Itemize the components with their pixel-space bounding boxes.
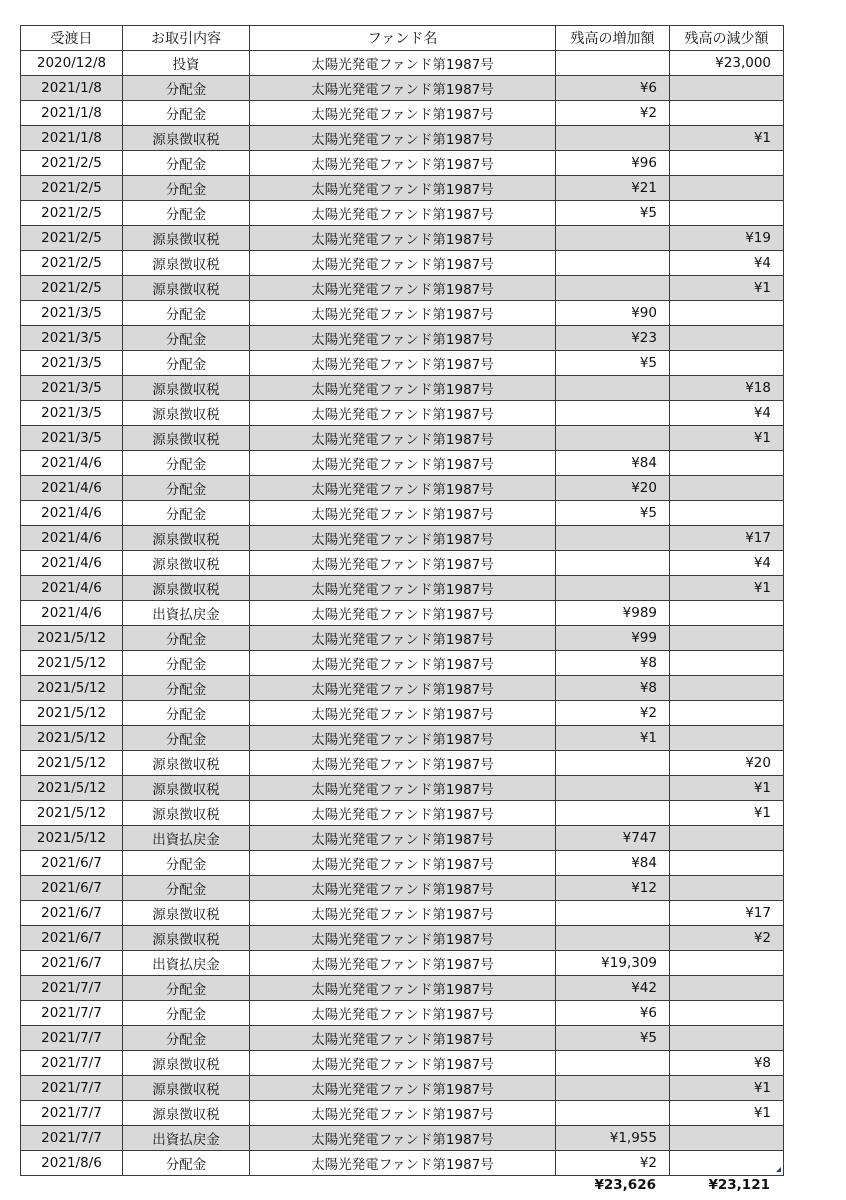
table-row	[21, 476, 784, 501]
cell-increase	[556, 1076, 670, 1101]
cell-date: 2021/7/7	[21, 1126, 123, 1151]
cell-date: 2021/5/12	[21, 801, 123, 826]
cell-decrease	[670, 601, 784, 626]
cell-increase	[556, 751, 670, 776]
cell-fund-name: 太陽光発電ファンド第1987号	[250, 576, 556, 601]
table-row	[21, 451, 784, 476]
cell-date: 2021/7/7	[21, 1026, 123, 1051]
cell-increase	[556, 776, 670, 801]
cell-fund-name: 太陽光発電ファンド第1987号	[250, 251, 556, 276]
cell-increase	[556, 551, 670, 576]
cell-increase	[556, 126, 670, 151]
cell-fund-name: 太陽光発電ファンド第1987号	[250, 801, 556, 826]
table-row	[21, 201, 784, 226]
cell-increase: ¥19,309	[556, 951, 670, 976]
cell-increase: ¥2	[556, 701, 670, 726]
cell-increase: ¥96	[556, 151, 670, 176]
cell-transaction-type: 源泉徴収税	[123, 1101, 250, 1126]
cell-increase: ¥1,955	[556, 1126, 670, 1151]
header-transaction-type: お取引内容	[123, 26, 250, 51]
cell-transaction-type: 分配金	[123, 651, 250, 676]
cell-date: 2021/4/6	[21, 476, 123, 501]
cell-date: 2021/2/5	[21, 226, 123, 251]
cell-transaction-type: 分配金	[123, 151, 250, 176]
table-row	[21, 801, 784, 826]
cell-transaction-type: 源泉徴収税	[123, 401, 250, 426]
cell-fund-name: 太陽光発電ファンド第1987号	[250, 376, 556, 401]
table-row	[21, 376, 784, 401]
cell-transaction-type: 分配金	[123, 501, 250, 526]
cell-decrease	[670, 326, 784, 351]
cell-increase	[556, 276, 670, 301]
cell-fund-name: 太陽光発電ファンド第1987号	[250, 676, 556, 701]
cell-increase	[556, 926, 670, 951]
cell-fund-name: 太陽光発電ファンド第1987号	[250, 51, 556, 76]
total-increase: ¥23,626	[594, 1177, 656, 1193]
total-decrease: ¥23,121	[708, 1177, 770, 1193]
cell-date: 2021/6/7	[21, 901, 123, 926]
cell-decrease: ¥4	[670, 551, 784, 576]
table-row	[21, 226, 784, 251]
cell-decrease: ¥1	[670, 276, 784, 301]
cell-increase: ¥5	[556, 201, 670, 226]
cell-decrease: ¥1	[670, 1101, 784, 1126]
cell-increase: ¥20	[556, 476, 670, 501]
table-row	[21, 1101, 784, 1126]
cell-transaction-type: 分配金	[123, 201, 250, 226]
cell-increase: ¥23	[556, 326, 670, 351]
cell-increase	[556, 1051, 670, 1076]
cell-transaction-type: 源泉徴収税	[123, 551, 250, 576]
cell-decrease: ¥4	[670, 251, 784, 276]
cell-decrease: ¥1	[670, 576, 784, 601]
cell-decrease	[670, 351, 784, 376]
cell-date: 2021/1/8	[21, 126, 123, 151]
cell-decrease	[670, 476, 784, 501]
cell-decrease	[670, 976, 784, 1001]
cell-transaction-type: 出資払戻金	[123, 601, 250, 626]
table-row	[21, 551, 784, 576]
cell-fund-name: 太陽光発電ファンド第1987号	[250, 76, 556, 101]
cell-fund-name: 太陽光発電ファンド第1987号	[250, 1126, 556, 1151]
cell-fund-name: 太陽光発電ファンド第1987号	[250, 276, 556, 301]
cell-fund-name: 太陽光発電ファンド第1987号	[250, 776, 556, 801]
cell-fund-name: 太陽光発電ファンド第1987号	[250, 1051, 556, 1076]
cell-decrease	[670, 501, 784, 526]
header-row	[21, 26, 784, 51]
cell-date: 2021/5/12	[21, 726, 123, 751]
cell-date: 2021/7/7	[21, 1076, 123, 1101]
cell-decrease	[670, 726, 784, 751]
cell-date: 2021/5/12	[21, 651, 123, 676]
table-row	[21, 601, 784, 626]
cell-increase: ¥2	[556, 1151, 670, 1176]
cell-decrease	[670, 951, 784, 976]
cell-increase: ¥5	[556, 501, 670, 526]
cell-increase: ¥84	[556, 451, 670, 476]
cell-transaction-type: 源泉徴収税	[123, 376, 250, 401]
table-row	[21, 876, 784, 901]
cell-fund-name: 太陽光発電ファンド第1987号	[250, 501, 556, 526]
cell-fund-name: 太陽光発電ファンド第1987号	[250, 926, 556, 951]
cell-date: 2021/3/5	[21, 301, 123, 326]
table-row	[21, 726, 784, 751]
table-row	[21, 951, 784, 976]
cell-fund-name: 太陽光発電ファンド第1987号	[250, 426, 556, 451]
cell-decrease: ¥17	[670, 901, 784, 926]
cell-date: 2021/7/7	[21, 1101, 123, 1126]
cell-decrease	[670, 826, 784, 851]
table-row	[21, 126, 784, 151]
cell-fund-name: 太陽光発電ファンド第1987号	[250, 826, 556, 851]
cell-transaction-type: 源泉徴収税	[123, 776, 250, 801]
cell-date: 2021/4/6	[21, 451, 123, 476]
cell-date: 2021/7/7	[21, 1001, 123, 1026]
cell-decrease: ¥19	[670, 226, 784, 251]
cell-transaction-type: 分配金	[123, 351, 250, 376]
cell-fund-name: 太陽光発電ファンド第1987号	[250, 451, 556, 476]
table-row	[21, 276, 784, 301]
cell-date: 2021/4/6	[21, 526, 123, 551]
cell-date: 2021/5/12	[21, 751, 123, 776]
table-row	[21, 626, 784, 651]
table-row	[21, 1126, 784, 1151]
header-fund-name: ファンド名	[250, 26, 556, 51]
cell-date: 2021/6/7	[21, 951, 123, 976]
cell-decrease: ¥17	[670, 526, 784, 551]
table-row	[21, 1151, 784, 1176]
header-balance-decrease: 残高の減少額	[670, 26, 784, 51]
table-row	[21, 151, 784, 176]
cell-increase: ¥90	[556, 301, 670, 326]
cell-fund-name: 太陽光発電ファンド第1987号	[250, 101, 556, 126]
cell-transaction-type: 分配金	[123, 326, 250, 351]
cell-fund-name: 太陽光発電ファンド第1987号	[250, 876, 556, 901]
cell-fund-name: 太陽光発電ファンド第1987号	[250, 751, 556, 776]
cell-increase: ¥1	[556, 726, 670, 751]
cell-date: 2021/2/5	[21, 201, 123, 226]
cell-decrease	[670, 626, 784, 651]
cell-fund-name: 太陽光発電ファンド第1987号	[250, 601, 556, 626]
cell-decrease: ¥4	[670, 401, 784, 426]
table-row	[21, 1026, 784, 1051]
cell-date: 2021/7/7	[21, 976, 123, 1001]
cell-decrease	[670, 451, 784, 476]
cell-date: 2021/3/5	[21, 376, 123, 401]
cell-decrease: ¥18	[670, 376, 784, 401]
cell-transaction-type: 分配金	[123, 626, 250, 651]
cell-fund-name: 太陽光発電ファンド第1987号	[250, 1151, 556, 1176]
cell-decrease	[670, 176, 784, 201]
cell-decrease	[670, 201, 784, 226]
table-row	[21, 76, 784, 101]
cell-increase	[556, 1101, 670, 1126]
table-row	[21, 326, 784, 351]
cell-fund-name: 太陽光発電ファンド第1987号	[250, 951, 556, 976]
cell-decrease	[670, 101, 784, 126]
cell-fund-name: 太陽光発電ファンド第1987号	[250, 1076, 556, 1101]
cell-fund-name: 太陽光発電ファンド第1987号	[250, 176, 556, 201]
cell-increase: ¥21	[556, 176, 670, 201]
cell-date: 2021/4/6	[21, 551, 123, 576]
cell-transaction-type: 出資払戻金	[123, 1126, 250, 1151]
table-row	[21, 526, 784, 551]
cell-transaction-type: 分配金	[123, 1001, 250, 1026]
cell-date: 2021/5/12	[21, 826, 123, 851]
table-row	[21, 701, 784, 726]
cell-increase: ¥2	[556, 101, 670, 126]
cell-decrease: ¥1	[670, 776, 784, 801]
table-row	[21, 426, 784, 451]
cell-decrease	[670, 1001, 784, 1026]
cell-decrease: ¥2	[670, 926, 784, 951]
cell-decrease: ¥1	[670, 1076, 784, 1101]
cell-transaction-type: 分配金	[123, 176, 250, 201]
table-row	[21, 51, 784, 76]
cell-date: 2021/4/6	[21, 501, 123, 526]
cell-transaction-type: 源泉徴収税	[123, 926, 250, 951]
cell-fund-name: 太陽光発電ファンド第1987号	[250, 1001, 556, 1026]
table-row	[21, 1076, 784, 1101]
cell-increase: ¥5	[556, 351, 670, 376]
cell-increase	[556, 426, 670, 451]
table-row	[21, 501, 784, 526]
cell-fund-name: 太陽光発電ファンド第1987号	[250, 151, 556, 176]
cell-decrease: ¥1	[670, 126, 784, 151]
cell-date: 2021/3/5	[21, 326, 123, 351]
cell-decrease	[670, 151, 784, 176]
totals-row	[0, 1177, 846, 1199]
cell-transaction-type: 分配金	[123, 701, 250, 726]
cell-fund-name: 太陽光発電ファンド第1987号	[250, 226, 556, 251]
cell-increase: ¥84	[556, 851, 670, 876]
cell-increase	[556, 801, 670, 826]
cell-transaction-type: 分配金	[123, 851, 250, 876]
cell-date: 2021/7/7	[21, 1051, 123, 1076]
cell-fund-name: 太陽光発電ファンド第1987号	[250, 551, 556, 576]
table-row	[21, 851, 784, 876]
table-row	[21, 101, 784, 126]
cell-fund-name: 太陽光発電ファンド第1987号	[250, 851, 556, 876]
cell-increase: ¥5	[556, 1026, 670, 1051]
table-row	[21, 776, 784, 801]
cell-decrease: ¥1	[670, 801, 784, 826]
cell-date: 2021/5/12	[21, 626, 123, 651]
cell-increase: ¥747	[556, 826, 670, 851]
cell-date: 2021/4/6	[21, 601, 123, 626]
table-row	[21, 1051, 784, 1076]
cell-decrease: ¥1	[670, 426, 784, 451]
table-row	[21, 1001, 784, 1026]
cell-decrease	[670, 701, 784, 726]
cell-increase	[556, 251, 670, 276]
cell-decrease: ¥23,000	[670, 51, 784, 76]
cell-increase: ¥8	[556, 651, 670, 676]
table-row	[21, 576, 784, 601]
cell-fund-name: 太陽光発電ファンド第1987号	[250, 326, 556, 351]
cell-transaction-type: 分配金	[123, 101, 250, 126]
cell-fund-name: 太陽光発電ファンド第1987号	[250, 401, 556, 426]
cell-transaction-type: 投資	[123, 51, 250, 76]
cell-decrease	[670, 1151, 784, 1176]
table-body	[21, 51, 784, 1176]
cell-transaction-type: 源泉徴収税	[123, 901, 250, 926]
cell-decrease	[670, 76, 784, 101]
table-row	[21, 251, 784, 276]
cell-decrease	[670, 676, 784, 701]
cell-transaction-type: 分配金	[123, 451, 250, 476]
cell-increase: ¥12	[556, 876, 670, 901]
cell-transaction-type: 分配金	[123, 1026, 250, 1051]
cell-transaction-type: 分配金	[123, 476, 250, 501]
cell-fund-name: 太陽光発電ファンド第1987号	[250, 626, 556, 651]
cell-fund-name: 太陽光発電ファンド第1987号	[250, 976, 556, 1001]
cell-date: 2021/1/8	[21, 101, 123, 126]
header-date: 受渡日	[21, 26, 123, 51]
table-row	[21, 401, 784, 426]
cell-decrease	[670, 1126, 784, 1151]
cell-date: 2021/6/7	[21, 851, 123, 876]
cell-increase: ¥989	[556, 601, 670, 626]
table-row	[21, 301, 784, 326]
cell-decrease: ¥20	[670, 751, 784, 776]
cell-transaction-type: 源泉徴収税	[123, 526, 250, 551]
cell-transaction-type: 源泉徴収税	[123, 251, 250, 276]
cell-fund-name: 太陽光発電ファンド第1987号	[250, 351, 556, 376]
table-header	[21, 26, 784, 51]
cell-date: 2021/2/5	[21, 151, 123, 176]
cell-fund-name: 太陽光発電ファンド第1987号	[250, 651, 556, 676]
transaction-table	[20, 25, 784, 1176]
table-row	[21, 976, 784, 1001]
cell-fund-name: 太陽光発電ファンド第1987号	[250, 1101, 556, 1126]
cell-date: 2021/5/12	[21, 701, 123, 726]
cell-increase: ¥8	[556, 676, 670, 701]
cell-fund-name: 太陽光発電ファンド第1987号	[250, 901, 556, 926]
cell-transaction-type: 源泉徴収税	[123, 226, 250, 251]
cell-decrease: ¥8	[670, 1051, 784, 1076]
cell-fund-name: 太陽光発電ファンド第1987号	[250, 526, 556, 551]
cell-date: 2021/2/5	[21, 276, 123, 301]
cell-increase	[556, 401, 670, 426]
table-row	[21, 926, 784, 951]
cell-increase	[556, 576, 670, 601]
table-row	[21, 751, 784, 776]
cell-transaction-type: 分配金	[123, 1151, 250, 1176]
cell-decrease	[670, 876, 784, 901]
cell-increase	[556, 226, 670, 251]
cell-date: 2021/6/7	[21, 926, 123, 951]
cell-decrease	[670, 651, 784, 676]
cell-transaction-type: 源泉徴収税	[123, 426, 250, 451]
cell-increase	[556, 526, 670, 551]
cell-fund-name: 太陽光発電ファンド第1987号	[250, 726, 556, 751]
table-row	[21, 676, 784, 701]
cell-corner-marker	[776, 1167, 781, 1172]
cell-date: 2021/2/5	[21, 251, 123, 276]
cell-transaction-type: 源泉徴収税	[123, 576, 250, 601]
cell-transaction-type: 分配金	[123, 676, 250, 701]
cell-transaction-type: 分配金	[123, 76, 250, 101]
cell-fund-name: 太陽光発電ファンド第1987号	[250, 701, 556, 726]
cell-date: 2021/5/12	[21, 776, 123, 801]
cell-increase: ¥6	[556, 76, 670, 101]
cell-transaction-type: 源泉徴収税	[123, 1076, 250, 1101]
table-row	[21, 351, 784, 376]
cell-date: 2021/1/8	[21, 76, 123, 101]
cell-transaction-type: 源泉徴収税	[123, 276, 250, 301]
cell-fund-name: 太陽光発電ファンド第1987号	[250, 1026, 556, 1051]
cell-date: 2021/6/7	[21, 876, 123, 901]
table-row	[21, 651, 784, 676]
cell-increase: ¥99	[556, 626, 670, 651]
cell-transaction-type: 源泉徴収税	[123, 1051, 250, 1076]
cell-increase	[556, 376, 670, 401]
cell-transaction-type: 分配金	[123, 876, 250, 901]
header-balance-increase: 残高の増加額	[556, 26, 670, 51]
cell-date: 2021/3/5	[21, 401, 123, 426]
cell-date: 2020/12/8	[21, 51, 123, 76]
table-row	[21, 901, 784, 926]
cell-decrease	[670, 851, 784, 876]
cell-fund-name: 太陽光発電ファンド第1987号	[250, 301, 556, 326]
cell-transaction-type: 源泉徴収税	[123, 751, 250, 776]
cell-date: 2021/4/6	[21, 576, 123, 601]
cell-increase: ¥6	[556, 1001, 670, 1026]
cell-transaction-type: 出資払戻金	[123, 951, 250, 976]
cell-transaction-type: 源泉徴収税	[123, 801, 250, 826]
cell-fund-name: 太陽光発電ファンド第1987号	[250, 126, 556, 151]
cell-transaction-type: 出資払戻金	[123, 826, 250, 851]
cell-transaction-type: 分配金	[123, 976, 250, 1001]
table-row	[21, 176, 784, 201]
cell-increase	[556, 901, 670, 926]
cell-transaction-type: 分配金	[123, 301, 250, 326]
cell-date: 2021/3/5	[21, 426, 123, 451]
cell-fund-name: 太陽光発電ファンド第1987号	[250, 201, 556, 226]
table-row	[21, 826, 784, 851]
cell-date: 2021/8/6	[21, 1151, 123, 1176]
cell-date: 2021/3/5	[21, 351, 123, 376]
cell-increase: ¥42	[556, 976, 670, 1001]
cell-transaction-type: 分配金	[123, 726, 250, 751]
cell-decrease	[670, 301, 784, 326]
cell-date: 2021/2/5	[21, 176, 123, 201]
cell-fund-name: 太陽光発電ファンド第1987号	[250, 476, 556, 501]
cell-transaction-type: 源泉徴収税	[123, 126, 250, 151]
cell-date: 2021/5/12	[21, 676, 123, 701]
cell-decrease	[670, 1026, 784, 1051]
cell-increase	[556, 51, 670, 76]
